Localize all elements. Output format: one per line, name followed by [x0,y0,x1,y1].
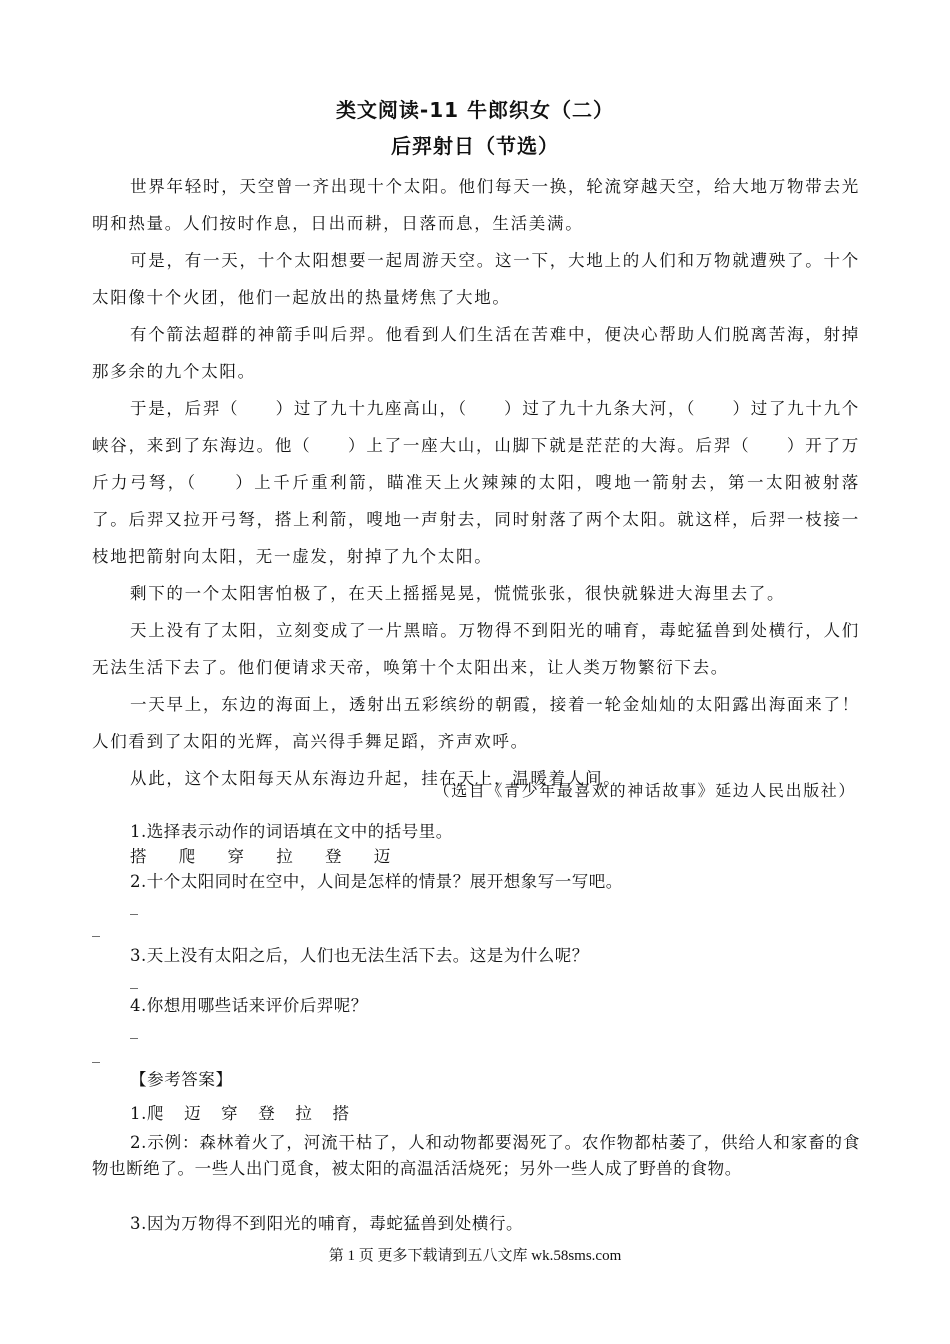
document-title: 类文阅读-11 牛郎织女（二） [335,98,615,122]
story-paragraph: 天上没有了太阳，立刻变成了一片黑暗。万物得不到阳光的哺育，毒蛇猛兽到处横行，人们无法生活下去了。他们便请求天帝，唤第十个太阳出来，让人类万物繁衍下去。 [92,621,860,677]
answer-word: 迈 [184,1104,202,1123]
answer-blank[interactable]: _ [130,1020,138,1039]
source-citation: （选自《青少年最喜欢的神话故事》延边人民出版社） [433,781,856,800]
story-title: 后羿射日（节选） [391,134,559,158]
story-paragraph: 有个箭法超群的神箭手叫后羿。他看到人们生活在苦难中，便决心帮助人们脱离苦海，射掉那多余的九个太阳。 [92,325,860,381]
question-2: 2.十个太阳同时在空中，人间是怎样的情景？展开想象写一写吧。 [130,872,623,891]
answer-blank[interactable]: _ [92,918,100,937]
story-body [92,168,860,797]
story-paragraph: 可是，有一天，十个太阳想要一起周游天空。这一下，大地上的人们和万物就遭殃了。十个太阳像十个火团，他们一起放出的热量烤焦了大地。 [92,251,860,307]
word-option: 穿 [227,847,245,866]
story-paragraph: 世界年轻时，天空曾一齐出现十个太阳。他们每天一换，轮流穿越天空，给大地万物带去光明和热量。人们按时作息，日出而耕，日落而息，生活美满。 [92,177,860,233]
answer-word: 穿 [221,1104,239,1123]
answer-blank[interactable]: _ [130,970,138,989]
word-option: 登 [325,847,342,866]
answers-heading: 【参考答案】 [130,1070,233,1089]
question-1: 1.选择表示动作的词语填在文中的括号里。 [130,822,453,841]
story-paragraph: 剩下的一个太阳害怕极了，在天上摇摇晃晃，慌慌张张，很快就躲进大海里去了。 [130,584,786,603]
word-option: 爬 [178,847,196,866]
story-paragraph: 于是，后羿（ ）过了九十九座高山，（ ）过了九十九条大河，（ ）过了九十九个峡谷，来到了东海边。他（ ）上了一座大山，山脚下就是茫茫的大海。后羿（ ）开了万斤力弓弩，（ ）上千斤重利箭，瞄准天上火辣辣的太阳，嗖地一箭射去，第一太阳被射落了。后羿又拉开弓弩，搭上利箭，嗖地一声射去，同时射落了两个太阳。就这样，后羿一枝接一枝地把箭射向太阳，无一虚发，射掉了九个太阳。 [92,399,860,566]
page-footer: 第 1 页 更多下载请到五八文库 wk.58sms.com [328,1248,622,1264]
answer-word: 登 [258,1104,276,1123]
answer-blank[interactable]: _ [130,896,138,915]
story-paragraph: 一天早上，东边的海面上，透射出五彩缤纷的朝霞，接着一轮金灿灿的太阳露出海面来了！人们看到了太阳的光辉，高兴得手舞足蹈，齐声欢呼。 [92,695,860,751]
answer-blank[interactable]: _ [92,1044,100,1063]
answer-word: 爬 [146,1104,165,1123]
answer-word: 拉 [295,1104,313,1123]
answer-word: 搭 [332,1104,350,1123]
word-option: 拉 [276,847,294,866]
answer-1 [130,1100,370,1124]
story-paragraph: 从此，这个太阳每天从东海边升起，挂在天上，温暖着人间。 [130,769,622,788]
answer-2: 2.示例：森林着火了，河流干枯了，人和动物都要渴死了。农作物都枯萎了，供给人和家畜的食物也断绝了。一些人出门觅食，被太阳的高温活活烧死；另外一些人成了野兽的食物。 [92,1133,860,1178]
word-options [130,843,417,867]
answer-1-prefix: 1. [130,1104,147,1123]
word-option: 搭 [130,847,147,866]
question-3: 3.天上没有太阳之后，人们也无法生活下去。这是为什么呢？ [130,946,589,965]
answer-3: 3.因为万物得不到阳光的哺育，毒蛇猛兽到处横行。 [130,1214,524,1233]
word-option: 迈 [373,847,391,866]
question-4: 4.你想用哪些话来评价后羿呢？ [130,996,368,1015]
